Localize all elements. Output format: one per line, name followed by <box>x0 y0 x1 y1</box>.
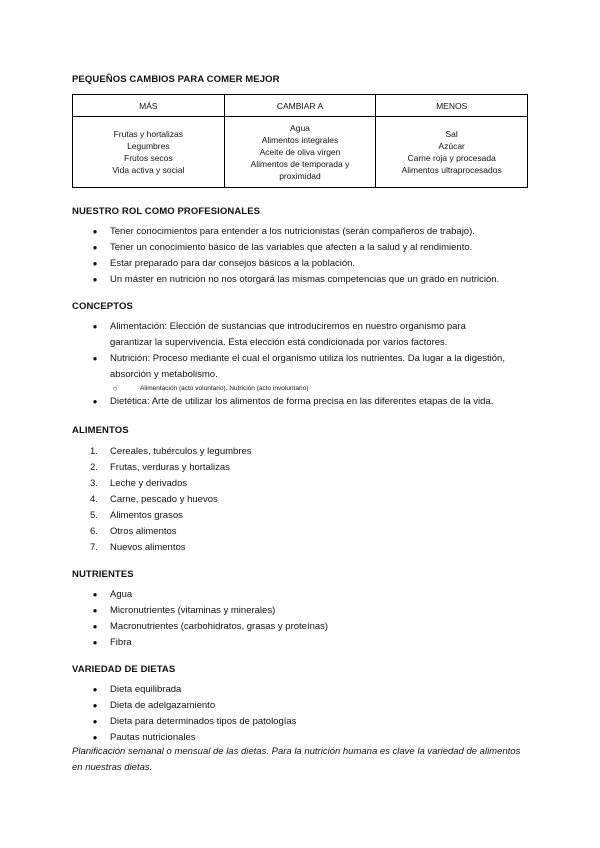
list-number: 6. <box>90 526 98 537</box>
header-menos: MENOS <box>376 95 528 117</box>
table-header-row <box>73 95 528 117</box>
list-number: 4. <box>90 494 98 505</box>
bullet-icon: ● <box>92 322 98 331</box>
cell-menos <box>376 117 528 188</box>
bullet-icon: ● <box>92 733 98 742</box>
alimentos-list <box>90 444 530 556</box>
list-number: 1. <box>90 446 98 457</box>
list-item <box>90 524 530 540</box>
bullet-icon: ● <box>92 685 98 694</box>
list-item-text: Otros alimentos <box>110 526 177 537</box>
list-item-text: Alimentos grasos <box>110 510 183 521</box>
cell-mas <box>73 117 225 188</box>
list-item-text: Un máster en nutrición no nos otorgará las mismas competencias que un grado en nutrición. <box>110 274 500 285</box>
cell-line: Vida activa y social <box>112 165 185 175</box>
sub-item-text: Alimentación (acto voluntario), Nutrición (acto involuntario) <box>140 385 309 392</box>
list-item <box>90 540 530 556</box>
list-item <box>90 272 530 288</box>
list-item-text: Micronutrientes (vitaminas y minerales) <box>110 605 276 616</box>
variedad-note: Planificación semanal o mensual de las dietas. Para la nutrición humana es clave la variedad de alimentos en nuestras dietas. <box>72 746 521 773</box>
list-item <box>90 603 530 619</box>
section-heading-rol: NUESTRO ROL COMO PROFESIONALES <box>72 206 261 217</box>
section-heading-nutrientes: NUTRIENTES <box>72 569 134 580</box>
list-item <box>90 508 530 524</box>
list-item <box>90 224 530 240</box>
bullet-icon: ● <box>92 259 98 268</box>
list-item <box>90 698 530 714</box>
list-item-text: Dieta de adelgazamiento <box>110 700 216 711</box>
list-item-text: Cereales, tubérculos y legumbres <box>110 446 252 457</box>
section-heading-conceptos: CONCEPTOS <box>72 301 133 312</box>
list-item-text: Dieta para determinados tipos de patologías <box>110 716 297 727</box>
list-item-text: Dietética: Arte de utilizar los alimentos de forma precisa en las diferentes etapas de la vida. <box>110 396 494 407</box>
bullet-icon: ● <box>92 701 98 710</box>
list-item-text: Nutrición: Proceso mediante el cual el organismo utiliza los nutrientes. Da lugar a la digestión, absorción y metabolismo. <box>110 353 505 380</box>
cell-line: Sal <box>445 129 458 139</box>
list-item <box>90 714 530 730</box>
cell-line: Azúcar <box>438 141 465 151</box>
bullet-icon: ● <box>92 243 98 252</box>
list-item <box>90 619 530 635</box>
bullet-icon: ● <box>92 227 98 236</box>
list-item-text: Nuevos alimentos <box>110 542 186 553</box>
table-body-row <box>73 117 528 188</box>
bullet-icon: ● <box>92 622 98 631</box>
list-item-text: Dieta equilibrada <box>110 684 182 695</box>
list-item <box>90 256 530 272</box>
list-item-text: Frutas, verduras y hortalizas <box>110 462 230 473</box>
nutrientes-list <box>90 587 530 651</box>
bullet-icon: ● <box>92 275 98 284</box>
cell-line: Alimentos ultraprocesados <box>401 165 502 175</box>
header-mas: MÁS <box>73 95 225 117</box>
cell-line: Agua <box>290 123 310 133</box>
bullet-icon: ● <box>92 590 98 599</box>
list-item <box>90 587 530 603</box>
list-item-text: Estar preparado para dar consejos básicos a la población. <box>110 258 356 269</box>
rol-list <box>90 224 530 288</box>
cell-line: Alimentos de temporada y <box>250 159 350 169</box>
list-item <box>90 319 510 351</box>
cell-line: Aceite de oliva virgen <box>259 147 341 157</box>
section-heading-alimentos: ALIMENTOS <box>72 425 129 436</box>
list-item-text: Agua <box>110 589 133 600</box>
cell-line: Alimentos integrales <box>261 135 339 145</box>
list-item <box>90 460 530 476</box>
cell-line: Frutas y hortalizas <box>113 129 184 139</box>
list-number: 7. <box>90 542 98 553</box>
circle-bullet-icon: ○ <box>112 384 118 393</box>
list-item <box>90 444 530 460</box>
cell-line: Frutos secos <box>124 153 173 163</box>
list-item <box>90 394 550 410</box>
list-item-text: Pautas nutricionales <box>110 732 196 743</box>
cell-line: proximidad <box>279 171 321 181</box>
list-item-text: Tener un conocimiento básico de las variables que afecten a la salud y al rendimiento. <box>110 242 473 253</box>
list-item-text: Macronutrientes (carbohidratos, grasas y proteínas) <box>110 621 329 632</box>
cell-line: Carne roja y procesada <box>407 153 496 163</box>
list-item-text: Leche y derivados <box>110 478 188 489</box>
cell-cambiar-a <box>224 117 376 188</box>
comparison-table <box>72 94 528 188</box>
list-item-text: Fibra <box>110 637 132 648</box>
list-number: 2. <box>90 462 98 473</box>
list-item <box>90 476 530 492</box>
list-item <box>90 240 530 256</box>
bullet-icon: ● <box>92 397 98 406</box>
bullet-icon: ● <box>92 717 98 726</box>
header-cambiar-a: CAMBIAR A <box>224 95 376 117</box>
list-number: 5. <box>90 510 98 521</box>
variedad-list <box>90 682 530 746</box>
conceptos-list <box>90 319 510 410</box>
cell-line: Legumbres <box>127 141 170 151</box>
sub-list-item <box>110 383 510 394</box>
bullet-icon: ● <box>92 606 98 615</box>
list-item-text: Carne, pescado y huevos <box>110 494 218 505</box>
page-title: PEQUEÑOS CAMBIOS PARA COMER MEJOR <box>72 74 280 85</box>
list-item <box>90 351 510 394</box>
list-item <box>90 635 530 651</box>
list-item <box>90 682 530 698</box>
bullet-icon: ● <box>92 638 98 647</box>
section-heading-variedad: VARIEDAD DE DIETAS <box>72 664 176 675</box>
list-item <box>90 492 530 508</box>
list-number: 3. <box>90 478 98 489</box>
list-item-text: Tener conocimientos para entender a los nutricionistas (serán compañeros de trabajo). <box>110 226 475 237</box>
list-item-text: Alimentación: Elección de sustancias que introduciremos en nuestro organismo para garantizar la supervivencia. Esta elección está condicionada por varios factores. <box>110 321 466 348</box>
bullet-icon: ● <box>92 354 98 363</box>
